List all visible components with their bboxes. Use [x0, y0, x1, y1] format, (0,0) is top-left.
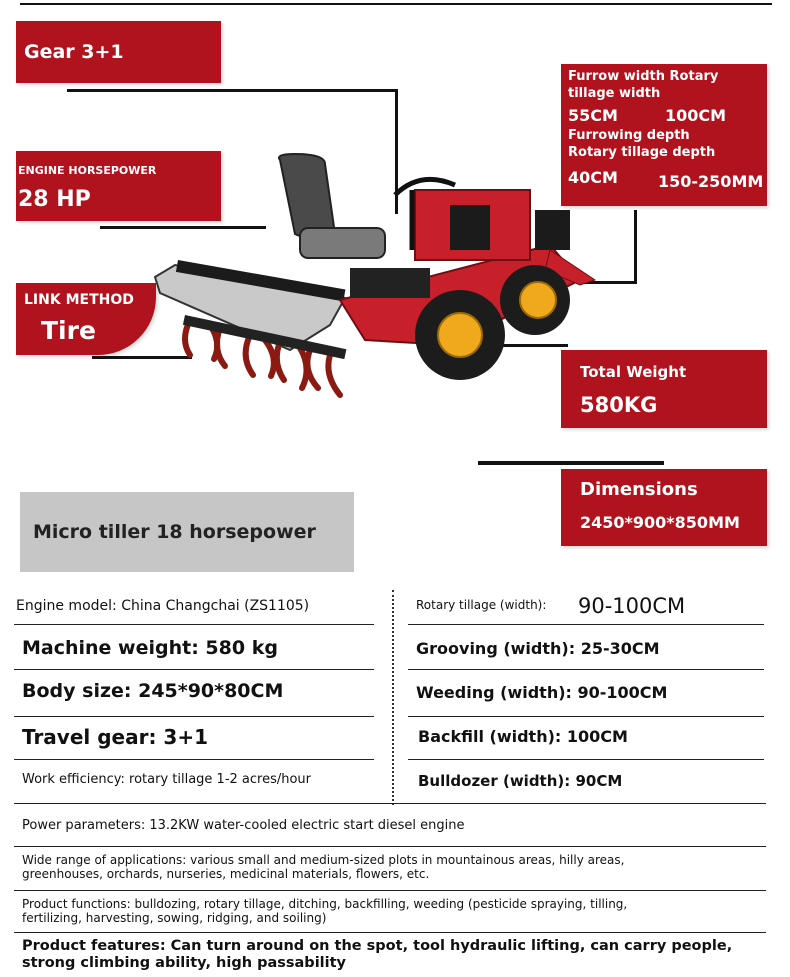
applications: [22, 853, 624, 882]
dimensions-leader: [478, 461, 664, 465]
power-parameters: [22, 818, 465, 834]
tillage-leader-v: [634, 210, 637, 284]
para-divider: [14, 890, 766, 891]
spec-work-efficiency: Work efficiency: rotary tillage 1-2 acres/hour: [22, 772, 312, 787]
engine-hp-value: 28 HP: [18, 187, 91, 212]
tillage-width-label: tillage width: [568, 86, 661, 101]
spec-row-divider: [14, 759, 374, 760]
furrow-depth-label: Furrowing depth: [568, 128, 690, 143]
furrow-width-value: 55CM: [568, 106, 618, 125]
spec-row-divider: [408, 716, 764, 717]
dimensions-value: 2450*900*850MM: [580, 513, 740, 532]
furrow-depth-value: 40CM: [568, 168, 618, 187]
spec-rotary-label: Rotary tillage (width):: [416, 598, 547, 612]
link-method-callout: [16, 283, 156, 355]
spec-row-divider: [408, 624, 764, 625]
functions: [22, 897, 627, 926]
spec-row-divider: [14, 669, 374, 670]
tillage-depth-label: Rotary tillage depth: [568, 145, 716, 160]
spec-row-divider: [14, 624, 374, 625]
top-rule: [20, 3, 772, 5]
spec-weeding: Weeding (width): 90-100CM: [416, 683, 668, 702]
spec-body-size: Body size: 245*90*80CM: [22, 680, 284, 702]
engine-hp-label: ENGINE HORSEPOWER: [18, 164, 157, 177]
spec-grooving: Grooving (width): 25-30CM: [416, 639, 660, 658]
tillage-depth-value: 150-250MM: [658, 172, 764, 191]
dimensions-label: Dimensions: [580, 479, 698, 500]
spec-engine-model: Engine model: China Changchai (ZS1105): [16, 598, 310, 614]
total-weight-label: Total Weight: [580, 363, 687, 381]
micro-tiller-image: [150, 150, 600, 435]
gear-leader-h: [67, 89, 398, 92]
features-line-1: Product features: Can turn around on the spot, tool hydraulic lifting, can carry people,: [22, 938, 733, 954]
spec-row-divider: [14, 803, 766, 804]
spec-row-divider: [408, 669, 764, 670]
specs-divider: [392, 590, 394, 805]
spec-rotary-value: 90-100CM: [578, 594, 686, 618]
furrow-width-label: Furrow width Rotary: [568, 69, 719, 84]
spec-backfill: Backfill (width): 100CM: [418, 727, 628, 746]
dimensions-callout: [561, 469, 767, 546]
gear-callout: [16, 21, 221, 83]
para-divider: [14, 932, 766, 933]
spec-row-divider: [14, 716, 374, 717]
gear-text: Gear 3+1: [24, 41, 124, 63]
spec-row-divider: [408, 759, 764, 760]
features: [22, 938, 732, 973]
link-method-label: LINK METHOD: [24, 292, 134, 308]
functions-line-2: fertilizing, harvesting, sowing, ridging, and soiling): [22, 911, 327, 926]
tillage-width-value: 100CM: [665, 106, 727, 125]
functions-line-1: Product functions: bulldozing, rotary tillage, ditching, backfilling, weeding (pesticide spraying, tilling,: [22, 897, 628, 911]
power-parameters-text: Power parameters: 13.2KW water-cooled electric start diesel engine: [22, 818, 465, 833]
spec-bulldozer: Bulldozer (width): 90CM: [418, 772, 623, 790]
para-divider: [14, 846, 766, 847]
link-method-value: Tire: [41, 316, 96, 345]
applications-line-2: greenhouses, orchards, nurseries, medicinal materials, flowers, etc.: [22, 867, 430, 882]
spec-machine-weight: Machine weight: 580 kg: [22, 637, 278, 659]
product-title: Micro tiller 18 horsepower: [20, 492, 354, 572]
spec-travel-gear: Travel gear: 3+1: [22, 725, 209, 749]
features-line-2: strong climbing ability, high passability: [22, 955, 346, 972]
total-weight-value: 580KG: [580, 393, 658, 417]
applications-line-1: Wide range of applications: various small and medium-sized plots in mountainous areas, hilly areas,: [22, 853, 625, 867]
